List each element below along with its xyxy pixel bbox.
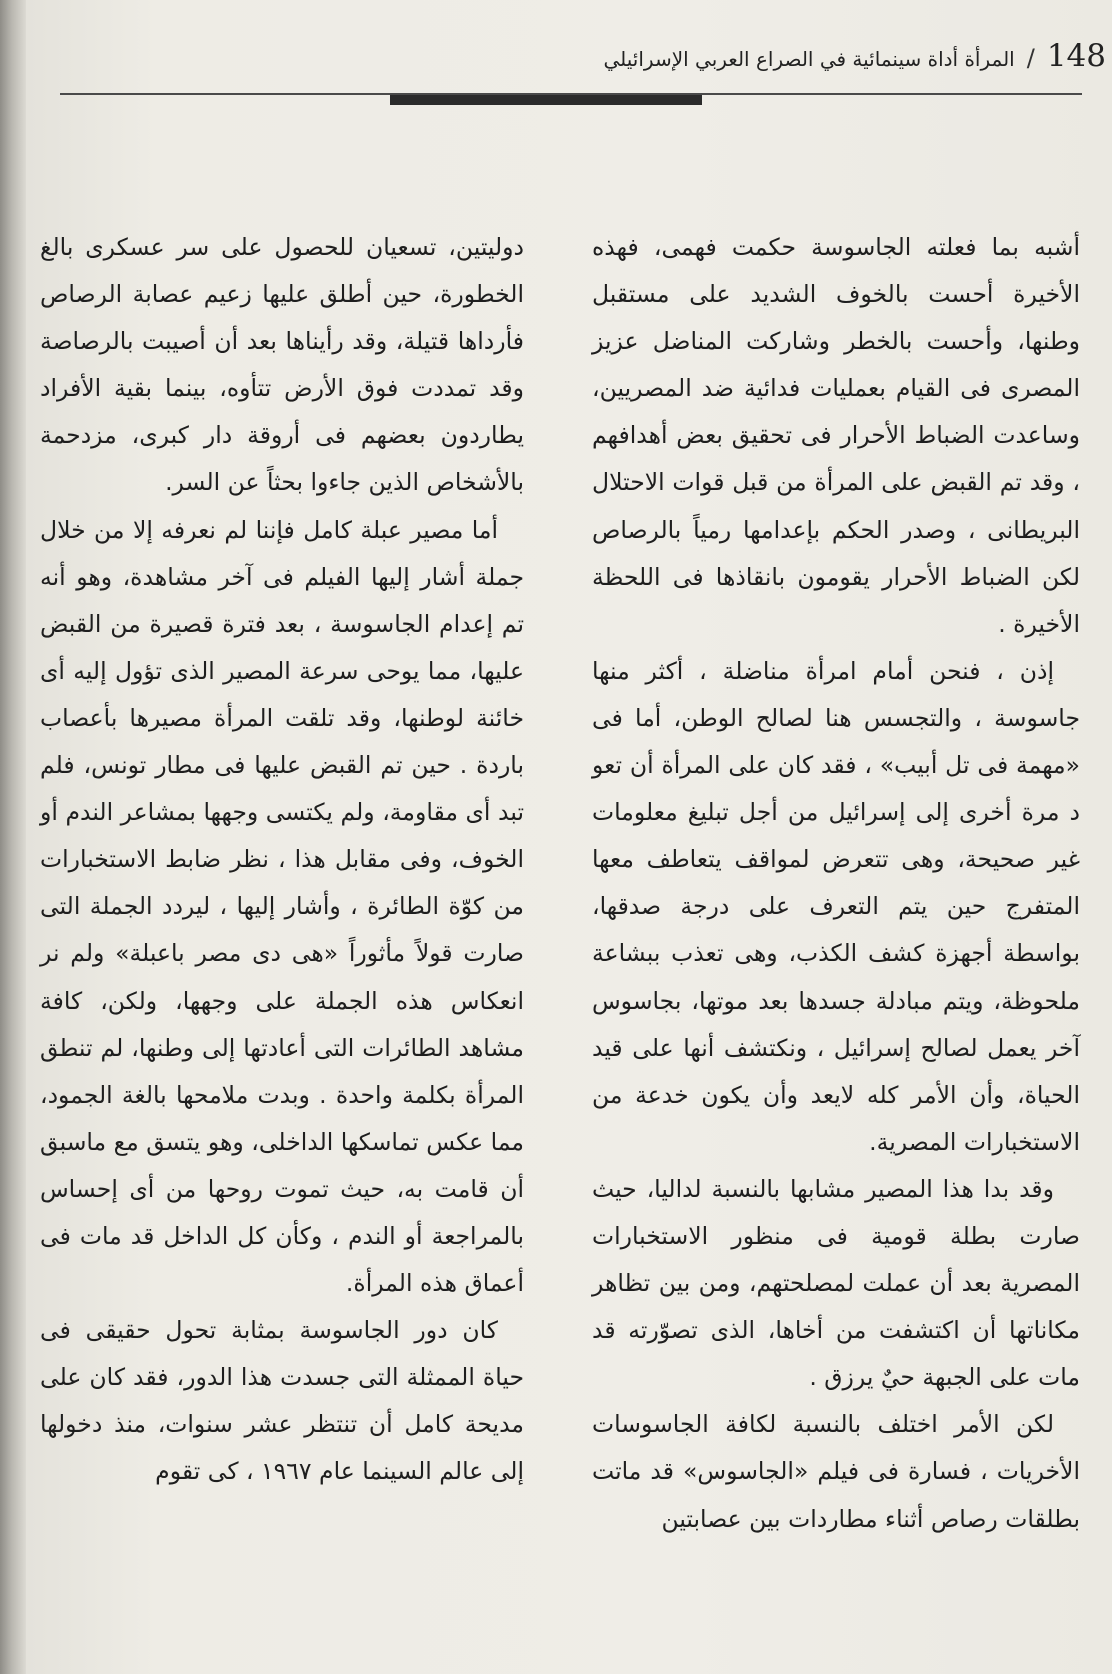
paragraph-3: وقد بدا هذا المصير مشابها بالنسبة لداليا، حيث صارت بطلة قومية فى منظور الاستخبارات المصرية بعد أن عملت لمصلحتهم، ومن بين تظاهر مكاناتها أن اكتشفت من أخاها، الذى تصوّرته قد مات على الجبهة حيٌ يرزق . bbox=[592, 1174, 1080, 1392]
running-header bbox=[586, 38, 1106, 88]
paragraph-6: أما مصير عبلة كامل فإننا لم نعرفه إلا من خلال جملة أشار إليها الفيلم فى آخر مشاهدة، وهو أنه تم إعدام الجاسوسة ، بعد فترة قصيرة من القبض عليها، مما يوحى سرعة المصير الذى تؤول إليه أى خائنة لوطنها، وقد تلقت المرأة مصيرها بأعصاب باردة . حين تم القبض عليها فى مطار تونس، فلم تبد أى مقاومة، ولم يكتسى وجهها بمشاعر الندم أو الخوف، وفى مقابل هذا ، نظر ضابط الاستخبارات من كوّة الطائرة ، وأشار إليها ، ليردد الجملة التى صارت قولاً مأثوراً «هى دى مصر باعبلة» ولم نر انعكاس هذه الجملة على وجهها، ولكن، كافة مشاهد الطائرات التى أعادتها إلى وطنها، لم تنطق المرأة بكلمة واحدة . وبدت ملامحها بالغة الجمود، مما عكس تماسكها الداخلى، وهو يتسق مع ماسبق أن قامت به، حيث تموت روحها من أى إحساس بالمراجعة أو الندم ، وكأن كل الداخل قد مات فى أعماق هذه المرأة. bbox=[40, 515, 524, 1298]
paragraph-7: كان دور الجاسوسة بمثابة تحول حقيقى فى حياة الممثلة التى جسدت هذا الدور، فقد كان على مديحة كامل أن تنتظر عشر سنوات، منذ دخولها إلى عالم السينما عام ١٩٦٧ ، كى تقوم bbox=[40, 1316, 524, 1486]
page-number: 148 bbox=[1046, 38, 1106, 74]
paragraph-2: إذن ، فنحن أمام امرأة مناضلة ، أكثر منها جاسوسة ، والتجسس هنا لصالح الوطن، أما فى «مهمة فى تل أبيب» ، فقد كان على المرأة أن تعو د مرة أخرى إلى إسرائيل من أجل تبليغ معلومات غير صحيحة، وهى تتعرض لمواقف يتعاطف معها المتفرج حين يتم التعرف على درجة صدقها، بواسطة أجهزة كشف الكذب، وهى تعذب ببشاعة ملحوظة، ويتم مبادلة جسدها بعد موتها، بجاسوس آخر يعمل لصالح إسرائيل ، ونكتشف أنها على قيد الحياة، وأن الأمر كله لايعد وأن يكون خدعة من الاستخبارات المصرية. bbox=[592, 656, 1080, 1156]
header-rule-bar bbox=[390, 95, 702, 105]
paragraph-4: لكن الأمر اختلف بالنسبة لكافة الجاسوسات الأخريات ، فسارة فى فيلم «الجاسوس» قد ماتت بطلقات رصاص أثناء مطاردات بين عصابتين bbox=[592, 1410, 1080, 1533]
text-column-left bbox=[40, 224, 524, 1496]
book-spine-shadow bbox=[0, 0, 26, 1674]
text-column-right bbox=[592, 224, 1080, 1543]
header-separator: / bbox=[1026, 44, 1035, 72]
paragraph-1: أشبه بما فعلته الجاسوسة حكمت فهمى، فهذه الأخيرة أحست بالخوف الشديد على مستقبل وطنها، وأحست بالخطر وشاركت المناضل عزيز المصرى فى القيام بعمليات فدائية ضد المصريين، وساعدت الضباط الأحرار فى تحقيق بعض أهدافهم ، وقد تم القبض على المرأة من قبل قوات الاحتلال البريطانى ، وصدر الحكم بإعدامها رمياً بالرصاص لكن الضباط الأحرار يقومون بانقاذها فى اللحظة الأخيرة . bbox=[592, 233, 1080, 638]
paragraph-5: دوليتين، تسعيان للحصول على سر عسكرى بالغ الخطورة، حين أطلق عليها زعيم عصابة الرصاص فأرداها قتيلة، وقد رأيناها بعد أن أصيبت بالرصاصة وقد تمددت فوق الأرض تتأوه، بينما بقية الأفراد يطاردون بعضهم فى أروقة دار كبرى، مزدحمة بالأشخاص الذين جاءوا بحثاً عن السر. bbox=[40, 233, 524, 497]
book-title: المرأة أداة سينمائية في الصراع العربي الإسرائيلي bbox=[603, 47, 1015, 71]
